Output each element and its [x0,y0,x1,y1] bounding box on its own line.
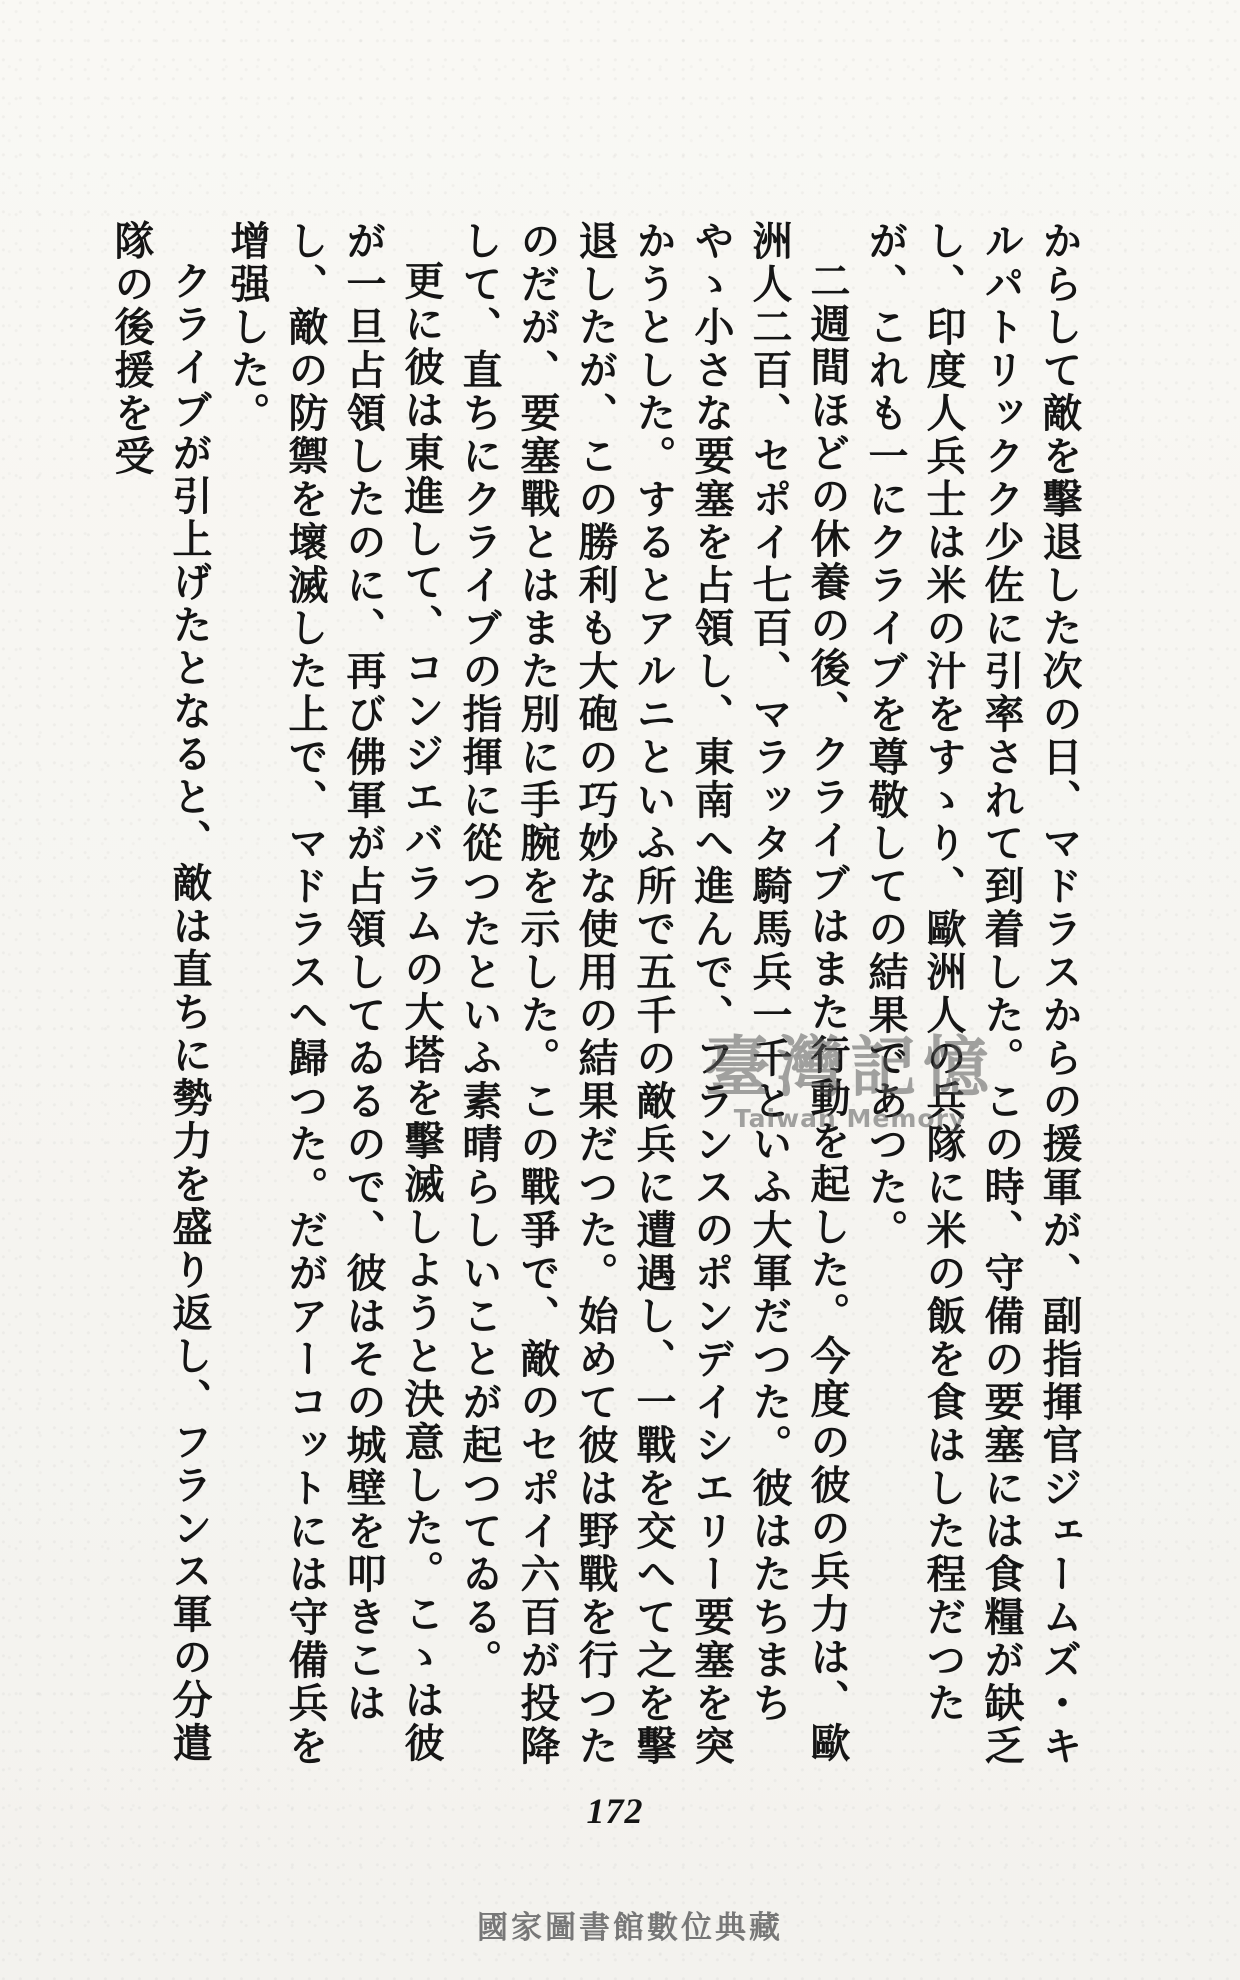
paragraph-1: からして敵を擊退した次の日、マドラスからの援軍が、副指揮官ジェームズ・キルパトリックク少佐に引率されて到着した。この時、守備の要塞には食糧が缺乏し、印度人兵士は米の汁をすゝり、歐洲人の兵隊に米の飯を食はした程だつたが、これも一にクライブを尊敬しての結果であつた。 [862,220,1083,1768]
page-number: 172 [586,1791,644,1831]
watermark-main-text: 臺灣記憶 [704,1029,996,1106]
paragraph-4: クライブが引上げたとなると、敵は直ちに勢力を盛り返し、フランス軍の分遣隊の後援を受 [108,220,213,1765]
paragraph-2: 二週間ほどの休養の後、クライブはまた行動を起した。今度の彼の兵力は、歐洲人二百、セポイ七百、マラッタ騎馬兵一千といふ大軍だつた。彼はたちまちやゝ小さな要塞を占領し、東南へ進んで、フランスのポンデイシエリー要塞を突かうとした。するとアルニといふ所で五千の敵兵に遭遇し、一戰を交へて之を擊退したが、この勝利も大砲の巧妙な使用の結果だつた。始めて彼は野戰を行つたのだが、要塞戰とはまた別に手腕を示した。この戰爭で、敵のセポイ六百が投降して、直ちにクライブの指揮に從つたといふ素晴らしいことが起つてゐる。 [456,220,851,1768]
library-footer: 國家圖書館數位典藏 [477,1910,783,1946]
vertical-body-text [108,220,1088,1770]
watermark-subtitle: Taiwan Memory [733,1104,967,1133]
paragraph-3: 更に彼は東進して、コンジエバラムの大塔を擊滅しようと決意した。こゝは彼が一旦占領したのに、再び佛軍が占領してゐるので、彼はその城壁を叩きこはし、敵の防禦を壞滅した上で、マドラスへ歸つた。だがアーコットには守備兵を增强した。 [224,220,445,1768]
